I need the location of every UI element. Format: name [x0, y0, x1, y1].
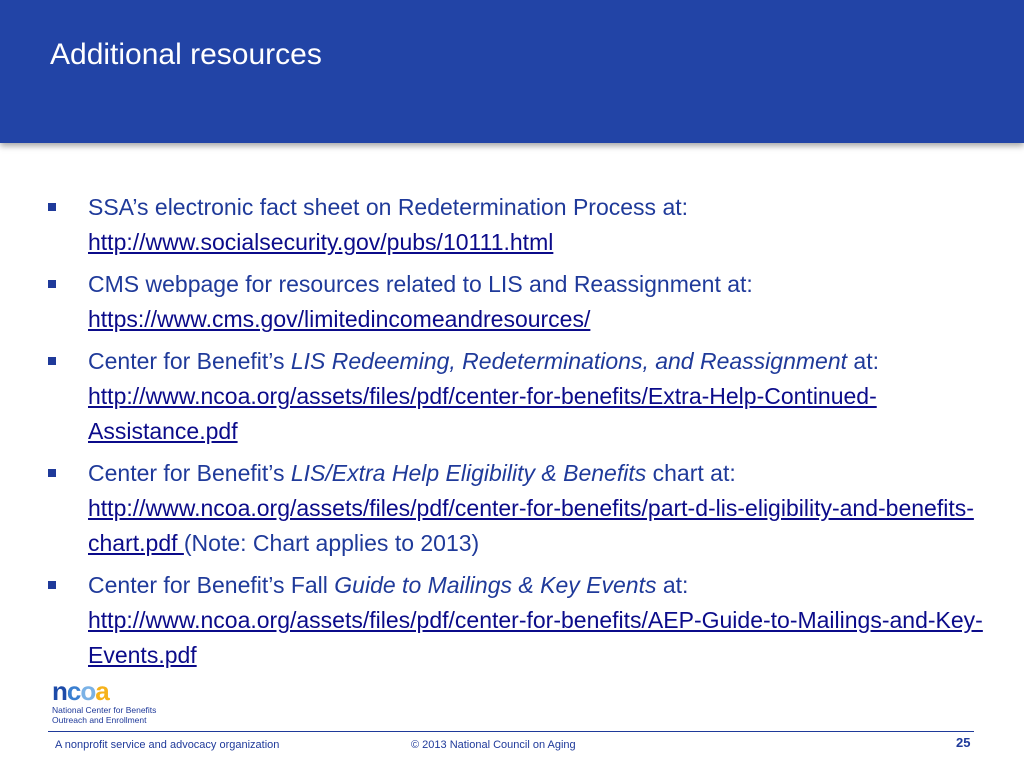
list-item	[48, 190, 988, 260]
bullet-square-icon	[48, 581, 56, 589]
bullet-list	[48, 190, 988, 673]
item-text: SSA’s electronic fact sheet on Redetermination Process at:	[88, 194, 689, 220]
list-item	[48, 267, 988, 337]
list-item	[48, 456, 988, 561]
bullet-square-icon	[48, 357, 56, 365]
logo-letter-o: o	[80, 676, 96, 706]
bullet-list-container	[48, 190, 988, 680]
item-text: at:	[656, 572, 689, 598]
aep-guide-link[interactable]: http://www.ncoa.org/assets/files/pdf/center-for-benefits/AEP-Guide-to-Mailings-and-Key-Events.pdf	[88, 607, 983, 668]
footer-divider	[48, 731, 974, 732]
item-note: (Note: Chart applies to 2013)	[183, 530, 480, 556]
cms-resources-link[interactable]: https://www.cms.gov/limitedincomeandresources/	[88, 306, 591, 332]
item-text: Center for Benefit’s	[88, 348, 291, 374]
ncoa-logo	[52, 676, 212, 727]
logo-letter-c: c	[66, 676, 81, 706]
item-italic-title: LIS/Extra Help Eligibility & Benefits	[290, 460, 647, 486]
footer-tagline: A nonprofit service and advocacy organization	[55, 739, 280, 751]
logo-letter-n: n	[52, 676, 67, 706]
page-number: 25	[956, 735, 971, 750]
footer-copyright: © 2013 National Council on Aging	[411, 739, 576, 751]
bullet-square-icon	[48, 469, 56, 477]
item-text: Center for Benefit’s Fall	[88, 572, 335, 598]
list-item	[48, 344, 988, 449]
item-italic-title: Guide to Mailings & Key Events	[334, 572, 657, 598]
ssa-fact-sheet-link[interactable]: http://www.socialsecurity.gov/pubs/10111.html	[88, 229, 554, 255]
extra-help-continued-link[interactable]: http://www.ncoa.org/assets/files/pdf/center-for-benefits/Extra-Help-Continued-Assistance.pdf	[88, 383, 877, 444]
logo-subtitle-line1: National Center for Benefits	[52, 705, 157, 715]
item-italic-title: LIS Redeeming, Redeterminations, and Reassignment	[290, 348, 848, 374]
item-text: Center for Benefit’s	[88, 460, 291, 486]
item-text: at:	[847, 348, 879, 374]
item-text: CMS webpage for resources related to LIS and Reassignment at:	[88, 271, 753, 297]
logo-letter-a: a	[95, 676, 109, 706]
list-item	[48, 568, 988, 673]
header-bar	[0, 0, 1024, 143]
bullet-square-icon	[48, 280, 56, 288]
slide-title: Additional resources	[50, 38, 322, 71]
ncoa-wordmark	[52, 676, 212, 706]
bullet-square-icon	[48, 203, 56, 211]
logo-subtitle-line2: Outreach and Enrollment	[52, 715, 147, 725]
eligibility-chart-link[interactable]: http://www.ncoa.org/assets/files/pdf/center-for-benefits/part-d-lis-eligibility-and-benefits-chart.pdf	[88, 495, 974, 556]
item-text: chart at:	[646, 460, 736, 486]
